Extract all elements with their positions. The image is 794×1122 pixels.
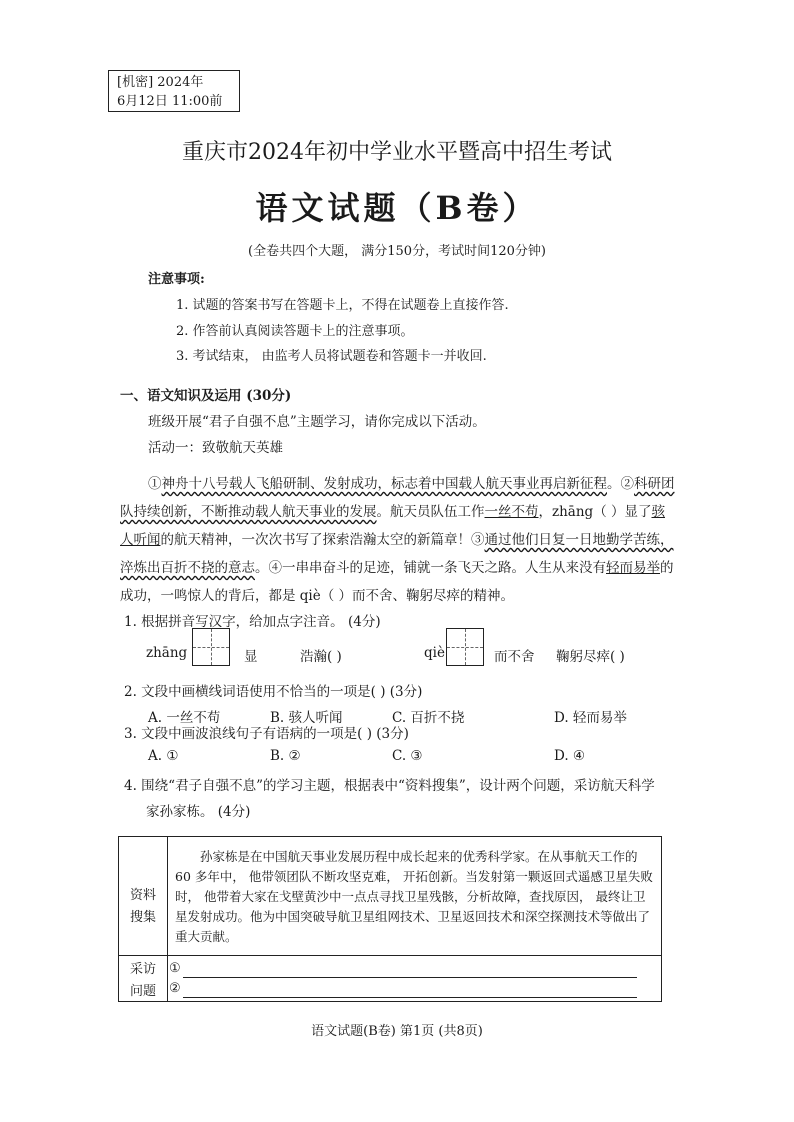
label-materials: [119, 885, 167, 929]
activity-title: 活动一：致敬航天英雄: [148, 440, 283, 456]
table-divider: [119, 955, 661, 956]
label-text: 问题: [129, 984, 156, 999]
info-table: [118, 836, 662, 1002]
option-c[interactable]: C. ③: [392, 748, 423, 764]
label-interview: [119, 959, 167, 1003]
wavy-sentence-2: 科研团: [634, 476, 675, 492]
label-text: 搜集: [129, 910, 156, 925]
materials-text: 孙家栋是在中国航天事业发展历程中成长起来的优秀科学家。在从事航天工作的 60 多年中， 他带领团队不断攻坚克难， 开拓创新。当发射第一颗返回式遥感卫星失败时， 他带着大家在戈壁黄沙中一点点寻找卫星残骸，分析故障，查找原因， 最终让卫星发射成功。他为中国突破导航卫星组网技术、卫星返回技术和深空探测技术等做出了重大贡献。: [175, 849, 653, 944]
exam-title: 语文试题（B卷）: [255, 189, 539, 227]
note-item: 2. 作答前认真阅读答题卡上的注意事项。: [176, 324, 414, 339]
confidential-line2: 6月12日 11:00前: [117, 94, 223, 109]
question-1: 1. 根据拼音写汉字，给加点字注音。 (4分): [124, 614, 381, 630]
option-b[interactable]: B. ②: [270, 748, 301, 764]
note-item: 1. 试题的答案书写在答题卡上，不得在试题卷上直接作答.: [176, 298, 509, 313]
answer-marker-2: ②: [169, 981, 181, 996]
option-b[interactable]: B. 骇人听闻: [270, 710, 343, 726]
wavy-sentence-3: 通过他们日复一日地勤学苦练，: [484, 532, 674, 548]
label-text: 采访: [129, 962, 156, 977]
pinyin-zhang: zhāng: [146, 645, 188, 661]
word-jugong: 鞠躬尽瘁( ): [556, 649, 625, 665]
question-4: 4. 围绕“君子自强不息”的学习主题，根据表中“资料搜集”，设计两个问题，采访航天科学: [124, 778, 655, 794]
answer-line-1[interactable]: [183, 977, 637, 978]
table-divider: [167, 837, 168, 1001]
pinyin-qie: qiè: [424, 645, 445, 661]
word-haohan: 浩瀚( ): [300, 649, 342, 665]
section-heading: 一、语文知识及运用 (30分): [120, 388, 292, 404]
underlined-word: 轻而易举: [606, 560, 660, 576]
confidential-box: [108, 70, 240, 112]
label-text: 资料: [129, 888, 156, 903]
passage-line: 成功，一鸣惊人的背后，都是 qiè（ ）而不舍、鞠躬尽瘁的精神。: [120, 588, 515, 604]
sentence-marker: ①: [148, 476, 162, 492]
exam-info: (全卷共四个大题， 满分150分，考试时间120分钟): [248, 244, 546, 259]
question-2: 2. 文段中画横线词语使用不恰当的一项是( ) (3分): [124, 684, 423, 700]
underlined-word: 骇: [651, 504, 665, 520]
option-c[interactable]: C. 百折不挠: [392, 710, 465, 726]
underlined-word: 一丝不苟: [484, 504, 539, 520]
option-d[interactable]: D. ④: [554, 748, 586, 764]
passage-text: 。航天员队伍工作: [376, 504, 485, 520]
answer-grid-box[interactable]: [446, 628, 484, 666]
passage-text: 。④一串串奋斗的足迹，铺就一条飞天之路。人生从来没有: [255, 560, 606, 576]
question-4-cont: 家孙家栋。 (4分): [146, 804, 251, 820]
word-erbushe: 而不舍: [494, 649, 535, 665]
answer-line-2[interactable]: [183, 997, 637, 998]
note-item: 3. 考试结束， 由监考人员将试题卷和答题卡一并收回.: [176, 349, 487, 364]
answer-grid-box[interactable]: [192, 628, 230, 666]
wavy-sentence-3-cont: 淬炼出百折不挠的意志: [120, 560, 255, 576]
wavy-sentence-1: 神舟十八号载人飞船研制、发射成功，标志着中国载人航天事业再启新征程: [161, 476, 607, 492]
wavy-sentence-2-cont: 队持续创新，不断推动载人航天事业的发展: [120, 504, 377, 520]
question-3: 3. 文段中画波浪线句子有语病的一项是( ) (3分): [124, 726, 409, 742]
char-xian: 显: [244, 649, 258, 665]
passage-line: [148, 472, 708, 492]
passage-line: [120, 556, 680, 576]
passage-text: 的: [660, 560, 674, 576]
section-intro: 班级开展“君子自强不息”主题学习，请你完成以下活动。: [148, 414, 486, 430]
passage-text: 的航天精神，一次次书写了探索浩瀚太空的新篇章！③: [160, 532, 485, 548]
page-footer: 语文试题(B卷) 第1页 (共8页): [311, 1024, 483, 1039]
notes-title: 注意事项:: [148, 272, 205, 287]
passage-text: ，zhāng（ ）显了: [538, 504, 652, 520]
passage-line: [120, 528, 680, 548]
underlined-word: 人听闻: [120, 532, 161, 548]
option-a[interactable]: A. ①: [148, 748, 179, 764]
option-a[interactable]: A. 一丝不苟: [148, 710, 221, 726]
confidential-line1: [机密] 2024年: [117, 75, 204, 90]
passage-line: [120, 500, 680, 520]
exam-subtitle: 重庆市2024年初中学业水平暨高中招生考试: [182, 140, 612, 165]
option-d[interactable]: D. 轻而易举: [554, 710, 627, 726]
passage-text: 。②: [607, 476, 634, 492]
answer-marker-1: ①: [169, 961, 181, 976]
